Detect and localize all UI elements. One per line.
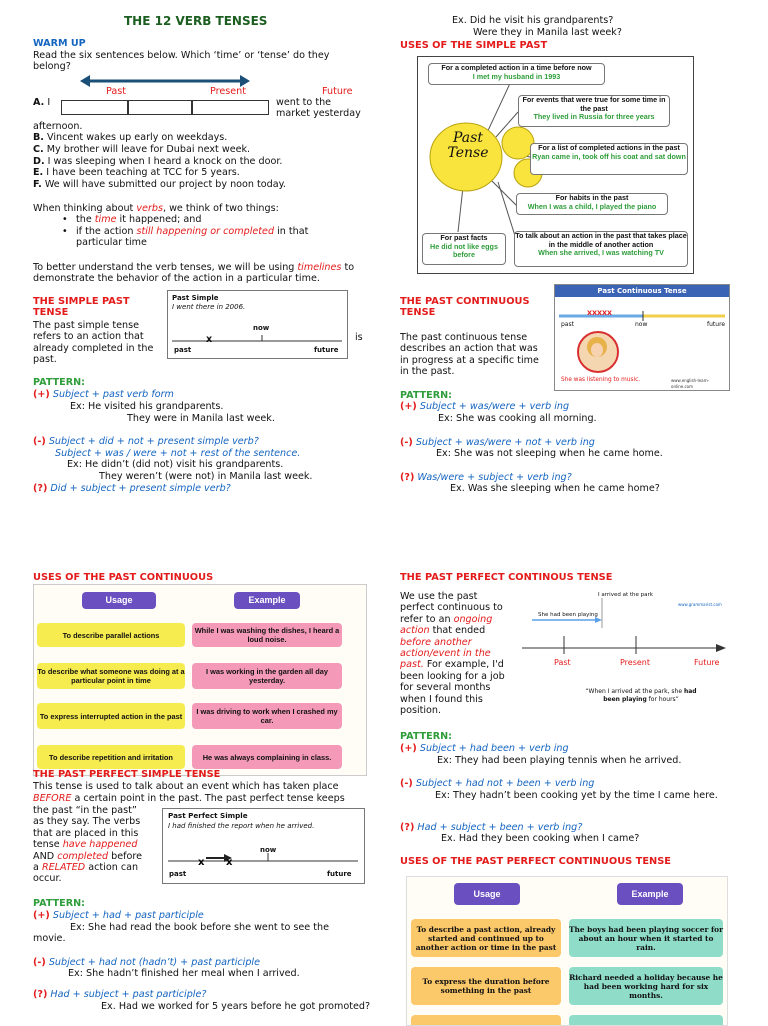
- uses-past-continuous-heading: USES OF THE PAST CONTINUOUS: [33, 572, 214, 583]
- answer-blank-timeline: [61, 100, 267, 114]
- past-continuous-desc: The past continuous tense describes an action that was in progress at a specific time in the past.: [400, 332, 539, 378]
- think-bullet-1: the time it happened; and: [76, 214, 202, 225]
- usage-cell: To describe repetition and irritation: [37, 745, 185, 769]
- ppc-question: (?) Had + subject + been + verb ing?: [400, 822, 583, 833]
- use-card: For past facts He did not like eggs before: [422, 233, 506, 265]
- simple-past-heading: THE SIMPLE PAST: [33, 296, 130, 307]
- past-tense-lemon-label: Past Tense: [447, 130, 489, 161]
- simple-past-neg-ex2: They weren’t (were not) in Manila last week.: [99, 471, 313, 482]
- example-cell: He was always complaining in class.: [192, 745, 342, 769]
- past-continuous-diagram: Past Continuous Tense XXXXX past now future She was listening to music. www.english-learn-online.com: [554, 284, 730, 391]
- ppc-q-ex: Ex. Had they been cooking when I came?: [441, 833, 640, 844]
- warmup-heading: WARM UP: [33, 38, 86, 49]
- past-perfect-cont-desc: We use the past perfect continuous to refer to an ongoing action that ended before another action/event in the past. For example, I'd been looking for a job for several months when I found this position.: [400, 591, 505, 717]
- past-continuous-heading-2: TENSE: [400, 307, 436, 318]
- uses-ppc-table: [406, 876, 728, 1026]
- uses-past-continuous-table: [33, 584, 367, 776]
- page-title: THE 12 VERB TENSES: [124, 14, 268, 28]
- simple-past-pattern-label: PATTERN:: [33, 377, 85, 388]
- uses-simple-past-diagram: [417, 56, 694, 274]
- past-perfect-desc2: BEFORE a certain point in the past. The past perfect tense keeps: [33, 793, 345, 804]
- usage-cell: To describe parallel actions: [37, 623, 185, 647]
- ppc-neg-ex: Ex: They hadn’t been cooking yet by the time I came here.: [435, 790, 718, 801]
- past-perfect-desc3: the past “in the past” as they say. The verbs that are placed in this tense have happened AND completed before a RELATED action can occur.: [33, 805, 143, 885]
- item-a-letter: [33, 97, 50, 108]
- usage-cell-partial: [411, 1015, 561, 1026]
- example-cell: The boys had been playing soccer for about an hour when it started to rain.: [569, 919, 723, 957]
- use-card: For habits in the past When I was a child, I played the piano: [516, 193, 668, 215]
- listening-girl-avatar: [577, 331, 619, 373]
- past-perfect-pattern-label: PATTERN:: [33, 898, 85, 909]
- timeline-label-past: Past: [106, 86, 126, 97]
- past-perfect-question: (?) Had + subject + past participle?: [33, 989, 207, 1000]
- use-card: For events that were true for some time in the past They lived in Russia for three years: [518, 95, 670, 127]
- item-d: D. I was sleeping when I heard a knock on the door.: [33, 156, 283, 167]
- past-perfect-neg-ex: Ex: She hadn’t finished her meal when I arrived.: [68, 968, 300, 979]
- simple-past-neg-formula2: Subject + was / were + not + rest of the sentence.: [55, 448, 301, 459]
- example-cell: I was working in the garden all day yesterday.: [192, 663, 342, 689]
- simple-past-desc: The past simple tense refers to an action that already completed in the past.: [33, 320, 154, 366]
- warmup-intro: Read the six sentences below. Which ‘time’ or ‘tense’ do they belong?: [33, 50, 330, 73]
- usage-cell: To describe what someone was doing at a particular point in time: [37, 663, 185, 689]
- past-continuous-neg-ex: Ex: She was not sleeping when he came home.: [436, 448, 663, 459]
- item-a-start: I: [47, 97, 51, 108]
- past-continuous-question: (?) Was/were + subject + verb ing?: [400, 472, 572, 483]
- ppc-quote: “When I arrived at the park, she had been playing for hours”: [585, 688, 697, 703]
- past-perfect-heading: THE PAST PERFECT SIMPLE TENSE: [33, 769, 221, 780]
- past-perfect-cont-heading: THE PAST PERFECT CONTINOUS TENSE: [400, 572, 613, 583]
- usage-cell: To express interrupted action in the past: [37, 703, 185, 729]
- simple-past-q-ex1: Ex. Did he visit his grandparents?: [452, 15, 614, 26]
- past-continuous-pattern-label: PATTERN:: [400, 390, 452, 401]
- past-perfect-pos-ex: Ex: She had read the book before she went to see the movie.: [33, 922, 329, 945]
- past-continuous-negative: (-) Subject + was/were + not + verb ing: [400, 437, 595, 448]
- usage-header: Usage: [454, 883, 520, 905]
- usage-cell: To express the duration before something in the past: [411, 967, 561, 1005]
- past-perfect-diagram: Past Perfect Simple I had finished the report when he arrived. now x x past future: [162, 808, 365, 884]
- item-a-end: went to the market yesterday: [276, 97, 361, 120]
- item-e: E. I have been teaching at TCC for 5 years.: [33, 167, 240, 178]
- item-c: C. My brother will leave for Dubai next week.: [33, 144, 251, 155]
- past-continuous-positive: (+) Subject + was/were + verb ing: [400, 401, 570, 412]
- past-perfect-positive: (+) Subject + had + past participle: [33, 910, 204, 921]
- example-cell: Richard needed a holiday because he had been working hard for six months.: [569, 967, 723, 1005]
- timelines-note: To better understand the verb tenses, we will be using timelines to demonstrate the behavior of the action in a particular time.: [33, 262, 355, 285]
- item-f: F. We will have submitted our project by noon today.: [33, 179, 286, 190]
- ppc-negative: (-) Subject + had not + been + verb ing: [400, 778, 595, 789]
- item-a-cont: afternoon.: [33, 121, 83, 132]
- simple-past-neg-ex1: Ex: He didn’t (did not) visit his grandparents.: [67, 459, 284, 470]
- use-card: For a list of completed actions in the past Ryan came in, took off his coat and sat down: [530, 143, 688, 175]
- simple-past-q-ex2: Were they in Manila last week?: [473, 27, 622, 38]
- example-header: Example: [617, 883, 683, 905]
- past-perfect-q-ex: Ex. Had we worked for 5 years before he got promoted?: [101, 1001, 371, 1012]
- uses-simple-past-heading: USES OF THE SIMPLE PAST: [400, 40, 548, 51]
- past-continuous-pos-ex: Ex: She was cooking all morning.: [438, 413, 597, 424]
- timeline-label-future: Future: [322, 86, 353, 97]
- think-bullet-2: if the action still happening or completed in that particular time: [76, 226, 309, 249]
- item-b: B. Vincent wakes up early on weekdays.: [33, 132, 228, 143]
- past-perfect-desc1: This tense is used to talk about an event which has taken place: [33, 781, 339, 792]
- simple-past-pos-ex1: Ex: He visited his grandparents.: [70, 401, 224, 412]
- think-line: When thinking about verbs, we think of two things:: [33, 203, 279, 214]
- usage-header: Usage: [82, 592, 156, 609]
- item-a-label: A.: [33, 97, 45, 108]
- svg-text:x: x: [226, 857, 233, 868]
- use-card: For a completed action in a time before now I met my husband in 1993: [428, 63, 605, 85]
- uses-ppc-heading: USES OF THE PAST PERFECT CONTINUOUS TENSE: [400, 856, 671, 867]
- past-continuous-q-ex: Ex. Was she sleeping when he came home?: [450, 483, 660, 494]
- example-header: Example: [234, 592, 300, 609]
- example-cell: I was driving to work when I crashed my car.: [192, 703, 342, 729]
- ppc-positive: (+) Subject + had been + verb ing: [400, 743, 569, 754]
- past-perfect-cont-diagram: I arrived at the park She had been playing www.grammarist.com Past Present Future “When I arrived at the park, she had been playing for hours”: [518, 588, 728, 714]
- use-card: To talk about an action in the past that takes place in the middle of another action When she arrived, I was watching TV: [514, 231, 688, 267]
- timeline-label-present: Present: [210, 86, 246, 97]
- usage-cell: To describe a past action, already started and continued up to another action or time in the past: [411, 919, 561, 957]
- simple-past-pos-ex2: They were in Manila last week.: [127, 413, 275, 424]
- past-simple-diagram: Past Simple I went there in 2006. now x past future: [167, 290, 348, 359]
- simple-past-is: is: [355, 332, 363, 343]
- simple-past-question: (?) Did + subject + present simple verb?: [33, 483, 231, 494]
- example-cell-partial: [569, 1015, 723, 1026]
- ppc-pos-ex: Ex: They had been playing tennis when he arrived.: [437, 755, 682, 766]
- example-cell: While I was washing the dishes, I heard a loud noise.: [192, 623, 342, 647]
- simple-past-positive: (+) Subject + past verb form: [33, 389, 174, 400]
- simple-past-heading-2: TENSE: [33, 307, 69, 318]
- past-perfect-negative: (-) Subject + had not (hadn’t) + past participle: [33, 957, 260, 968]
- svg-text:x: x: [198, 857, 205, 868]
- past-continuous-heading: THE PAST CONTINUOUS: [400, 296, 530, 307]
- ppc-pattern-label: PATTERN:: [400, 731, 452, 742]
- simple-past-negative: (-) Subject + did + not + present simple verb?: [33, 436, 259, 447]
